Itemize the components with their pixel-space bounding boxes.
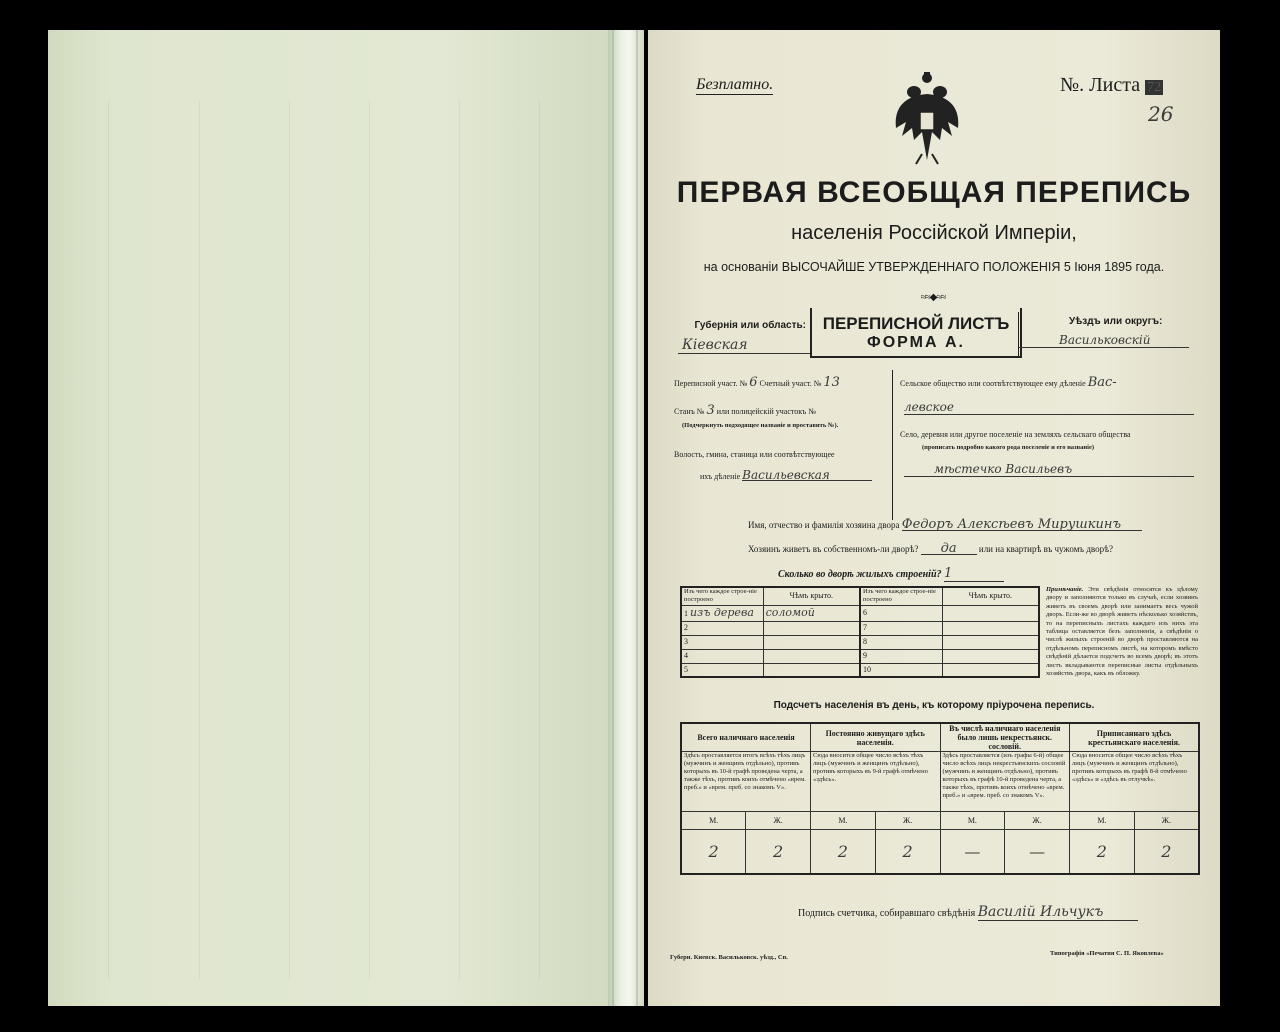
row-number: 2 bbox=[681, 621, 763, 635]
male-label: М. bbox=[940, 812, 1005, 830]
male-label: М. bbox=[681, 812, 746, 830]
buildings-note bbox=[1046, 586, 1198, 678]
peasant-male: 2 bbox=[1070, 830, 1135, 874]
col-peasant-header: Приписаннаго здѣсь крестьянскаго населенія. bbox=[1070, 723, 1200, 752]
double-headed-eagle-emblem bbox=[892, 70, 962, 166]
location-block bbox=[674, 370, 1194, 520]
count-title: Подсчетъ населенія въ день, къ которому пріурочена перепись. bbox=[773, 700, 1095, 711]
nonpeasant-female: — bbox=[1005, 830, 1070, 874]
counting-district-value: 13 bbox=[823, 375, 840, 390]
total-female: 2 bbox=[746, 830, 811, 874]
census-form-page bbox=[648, 30, 1220, 1006]
col-material-header-2: Изъ чего каждое строе-ніе построено bbox=[860, 587, 942, 605]
underline-note: (Подчеркнуть подходящее названіе и проставить №). bbox=[682, 422, 839, 429]
form-title-box bbox=[810, 308, 1022, 358]
printer-footer-right: Типографія «Печатня С. П. Яковлева» bbox=[1050, 950, 1164, 957]
col-roof-header: Чѣмъ крыто. bbox=[763, 587, 860, 605]
note-text: Эти свѣдѣнія относятся къ цѣлому двору и заполняются только въ случаѣ, если хозяинъ живетъ въ своемъ дворѣ или занимаетъ весь чужой дворъ. Если-же во дворѣ живетъ нѣсколько хозяйствъ, то на переписныхъ листахъ каждаго изъ нихъ эта таблица оставляется безъ заполненія, а свѣдѣнія о числѣ жилыхъ строеній во дворѣ проставляются на отдѣльномъ переписномъ листѣ, на которомъ вмѣсто свѣдѣній дѣлается подсчетъ во всемъ дворѣ; въ этотъ листъ вкладываются переписные листы отдѣльныхъ хозяйствъ двора, какъ въ обложку. bbox=[1046, 586, 1199, 678]
col-permanent-header: Постоянно живущаго здѣсь населенія. bbox=[811, 723, 941, 752]
village-note: (прописать подробно какого рода поселеніе и его названіе) bbox=[922, 444, 1095, 451]
bleed-through-lines bbox=[108, 100, 579, 980]
row-number: 3 bbox=[681, 635, 763, 649]
female-label: Ж. bbox=[875, 812, 940, 830]
sheet-number-value: 72 bbox=[1147, 80, 1162, 95]
sheet-number bbox=[1060, 74, 1163, 97]
row-number: 4 bbox=[681, 649, 763, 663]
district-box bbox=[1018, 312, 1189, 356]
col-permanent-desc: Сюда вносится общее число всѣхъ тѣхъ лицъ (мужчинъ и женщинъ отдѣльно), противъ которыхъ въ 9-й графѣ отмѣчено «здѣсь». bbox=[811, 752, 941, 812]
peasant-female: 2 bbox=[1134, 830, 1199, 874]
province-value: Кіевская bbox=[678, 337, 810, 354]
province-box bbox=[678, 312, 811, 356]
row-number: 10 bbox=[860, 663, 942, 677]
society-value-1: Вас- bbox=[1087, 375, 1117, 390]
left-blank-page bbox=[48, 30, 608, 1006]
material-cell: изъ дерева bbox=[690, 605, 754, 619]
owner-label: Имя, отчество и фамилія хозяина двора bbox=[748, 520, 900, 530]
counting-district-label: Счетный участ. № bbox=[759, 379, 822, 388]
col-total-desc: Здѣсь проставляется итогъ всѣхъ тѣхъ лицъ (мужчинъ и женщинъ отдѣльно), противъ которыхъ въ 10-й графѣ проведена черта, а также тѣхъ, противъ коихъ отмѣчено «врем. преб.» и «врем. преб. со знакомъ V». bbox=[681, 752, 811, 812]
lives-rent-label: или на квартирѣ въ чужомъ дворѣ? bbox=[978, 544, 1113, 554]
legal-basis: на основаніи ВЫСОЧАЙШЕ УТВЕРЖДЕННАГО ПОЛОЖЕНІЯ 5 Іюня 1895 года. bbox=[703, 260, 1165, 274]
male-label: М. bbox=[811, 812, 876, 830]
stan-label: Станъ № bbox=[674, 407, 705, 416]
row-number: 6 bbox=[860, 605, 942, 621]
col-nonpeasant-header: Въ числѣ наличнаго населенія было лишь некрестьянск. сословій. bbox=[940, 723, 1070, 752]
sheet-title: ПЕРЕПИСНОЙ ЛИСТЪ bbox=[822, 314, 1010, 333]
female-label: Ж. bbox=[1134, 812, 1199, 830]
row-number: 5 bbox=[681, 663, 763, 677]
signature-value: Василій Ильчукъ bbox=[978, 904, 1138, 921]
society-label: Сельское общество или соотвѣтствующее ему дѣленіе bbox=[900, 379, 1086, 388]
form-letter: ФОРМА А. bbox=[867, 334, 965, 351]
female-label: Ж. bbox=[746, 812, 811, 830]
district-label: Уѣздъ или округъ: bbox=[1069, 316, 1163, 327]
volost-value: Васильевская bbox=[742, 470, 872, 481]
total-male: 2 bbox=[681, 830, 746, 874]
printer-footer-left: Губерн. Киевск. Васильковск. уѣзд., Сп. bbox=[670, 954, 788, 961]
row-number: 1 bbox=[684, 608, 688, 618]
female-label: Ж. bbox=[1005, 812, 1070, 830]
col-nonpeasant-desc: Здѣсь проставляется (изъ графы 6-й) общее число всѣхъ лицъ некрестьянскихъ сословій (мужчинъ и женщинъ отдѣльно), противъ которыхъ въ графѣ 10-й проведена черта, а также тѣхъ, противъ коихъ отмѣчено «врем. преб.» и «врем. преб. со знакомъ V». bbox=[940, 752, 1070, 812]
nonpeasant-male: — bbox=[940, 830, 1005, 874]
permanent-female: 2 bbox=[875, 830, 940, 874]
note-lead: Примѣчаніе. bbox=[1046, 586, 1084, 593]
village-label: Село, деревня или другое поселеніе на земляхъ сельскаго общества bbox=[900, 430, 1131, 439]
census-district-label: Переписной участ. № bbox=[674, 379, 748, 388]
province-label: Губернія или область: bbox=[694, 320, 806, 331]
sheet-number-label: №. Листа bbox=[1060, 74, 1141, 96]
stan-value: 3 bbox=[706, 403, 715, 418]
row-number: 7 bbox=[860, 621, 942, 635]
roof-cell: соломой bbox=[763, 605, 860, 621]
buildings-value: 1 bbox=[944, 566, 1004, 582]
society-value-2: левское bbox=[904, 400, 1194, 415]
free-label: Безплатно. bbox=[696, 76, 774, 93]
male-label: М. bbox=[1070, 812, 1135, 830]
volost-label: Волость, гмина, станица или соотвѣтствующее bbox=[674, 450, 835, 459]
village-value: мѣстечко Васильевъ bbox=[904, 462, 1194, 477]
signature-label: Подпись счетчика, собиравшаго свѣдѣнія bbox=[798, 908, 976, 919]
col-peasant-desc: Сюда вносится общее число всѣхъ тѣхъ лицъ (мужчинъ и женщинъ отдѣльно), противъ которыхъ въ графѣ 8-й отмѣчено «здѣсь» и «здѣсь въ отлучкѣ». bbox=[1070, 752, 1200, 812]
col-material-header: Изъ чего каждое строе-ніе построено bbox=[681, 587, 763, 605]
ornament-divider: ≈≈◆≈≈ bbox=[920, 292, 946, 303]
row-number: 9 bbox=[860, 649, 942, 663]
police-label: или полицейскій участокъ № bbox=[716, 407, 816, 416]
col-total-header: Всего наличнаго населенія bbox=[681, 723, 811, 752]
lives-own-label: Хозяинъ живетъ въ собственномъ-ли дворѣ? bbox=[748, 544, 919, 554]
permanent-male: 2 bbox=[811, 830, 876, 874]
population-count-table bbox=[680, 722, 1200, 875]
page-subtitle: населенія Россійской Имперіи, bbox=[791, 222, 1077, 244]
col-roof-header-2: Чѣмъ крыто. bbox=[942, 587, 1039, 605]
owner-value: Федоръ Алексѣевъ Мирушкинъ bbox=[902, 520, 1142, 531]
census-district-value: 6 bbox=[749, 375, 758, 390]
sheet-number-handwritten: 26 bbox=[1148, 102, 1174, 126]
page-title: ПЕРВАЯ ВСЕОБЩАЯ ПЕРЕПИСЬ bbox=[676, 176, 1192, 209]
row-number: 8 bbox=[860, 635, 942, 649]
buildings-label: Сколько во дворѣ жилыхъ строеній? bbox=[778, 569, 942, 580]
buildings-table bbox=[680, 586, 1040, 678]
volost-label-cont: ихъ дѣленіе bbox=[700, 472, 741, 481]
lives-own-value: да bbox=[921, 544, 977, 555]
district-value: Васильковскій bbox=[1019, 333, 1189, 348]
book-gutter bbox=[608, 30, 644, 1006]
